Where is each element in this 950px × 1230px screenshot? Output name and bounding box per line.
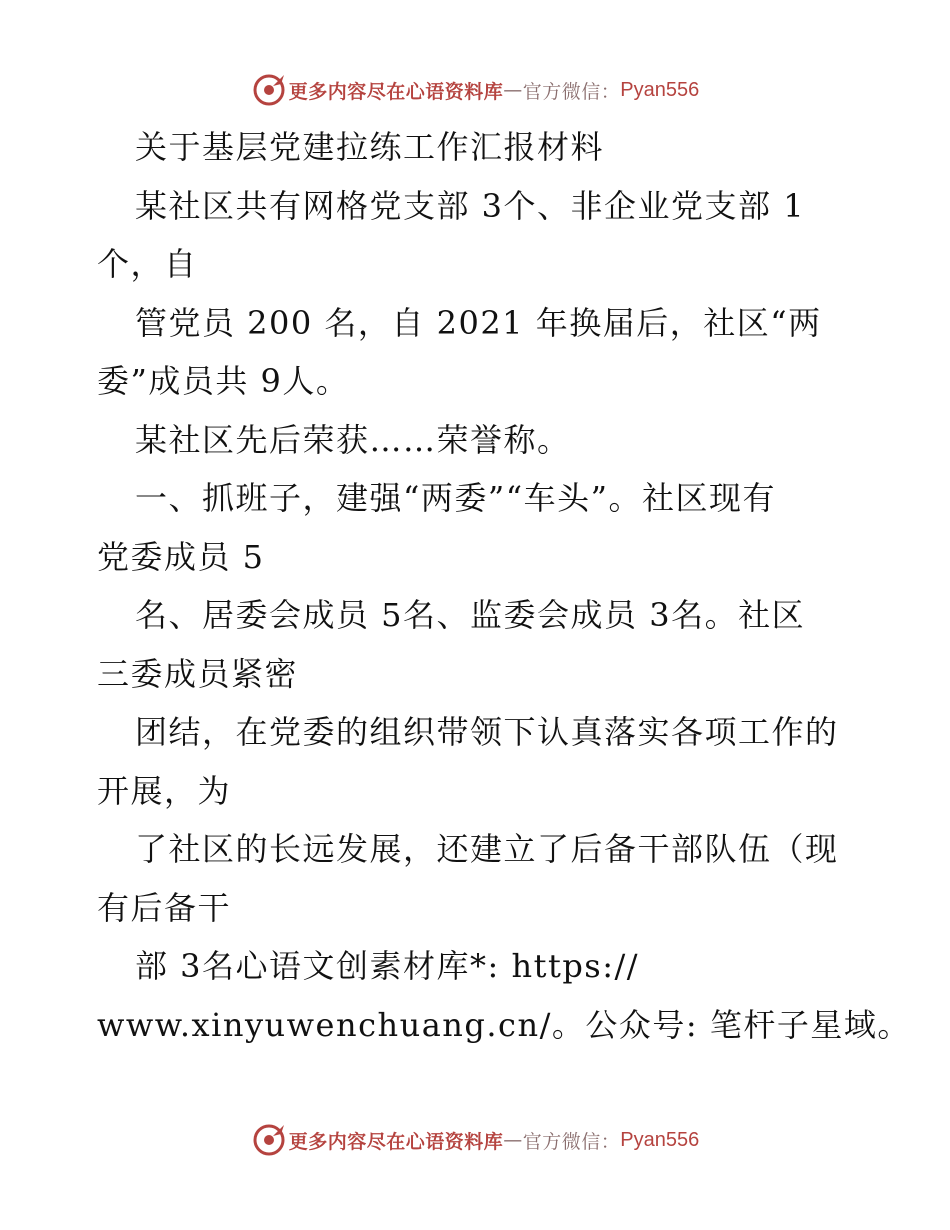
document-title: 关于基层党建拉练工作汇报材料	[135, 128, 605, 166]
paragraph-line: 开展，为	[97, 771, 232, 810]
paragraph-line: 党委成员 5	[97, 537, 265, 576]
watermark-dash: —	[503, 79, 523, 101]
watermark-brand: 更多内容尽在心语资料库	[288, 1130, 504, 1153]
paragraph-line: 部 3名心语文创素材库*: https://	[135, 947, 640, 985]
paragraph-line: 名、居委会成员 5名、监委会成员 3名。社区	[135, 596, 806, 634]
paragraph-line: 了社区的长远发展，还建立了后备干部队伍（现	[135, 830, 839, 868]
paragraph-line: 委”成员共 9人。	[97, 362, 350, 400]
watermark-wechat-label: 官方微信：	[522, 1130, 621, 1153]
watermark-wechat-id: Pyan556	[620, 1128, 700, 1151]
paragraph-line: 管党员 200 名，自 2021 年换届后，社区“两	[135, 303, 822, 342]
watermark-wechat-id: Pyan556	[620, 78, 700, 101]
watermark-brand: 更多内容尽在心语资料库	[288, 80, 504, 103]
quill-pen-logo-icon	[251, 1122, 287, 1158]
section-heading-line: 一、抓班子，建强“两委”“车头”。社区现有	[135, 479, 776, 517]
paragraph-line: 三委成员紧密	[97, 654, 299, 693]
watermark-dash: —	[503, 1129, 523, 1151]
paragraph-line: 团结，在党委的组织带领下认真落实各项工作的	[135, 713, 839, 751]
watermark-wechat-label: 官方微信：	[522, 80, 621, 103]
paragraph-line: 个，自	[97, 245, 198, 283]
footer-watermark	[0, 1118, 950, 1162]
paragraph-line: 某社区共有网格党支部 3个、非企业党支部 1	[135, 186, 806, 225]
document-body	[97, 118, 911, 1054]
quill-pen-logo-icon	[251, 72, 287, 108]
paragraph-line: 有后备干	[97, 888, 232, 927]
paragraph-line: www.xinyuwenchuang.cn/。公众号: 笔杆子星域。	[97, 1005, 911, 1044]
header-watermark	[0, 68, 950, 112]
paragraph-line: 某社区先后荣获……荣誉称。	[135, 420, 571, 459]
